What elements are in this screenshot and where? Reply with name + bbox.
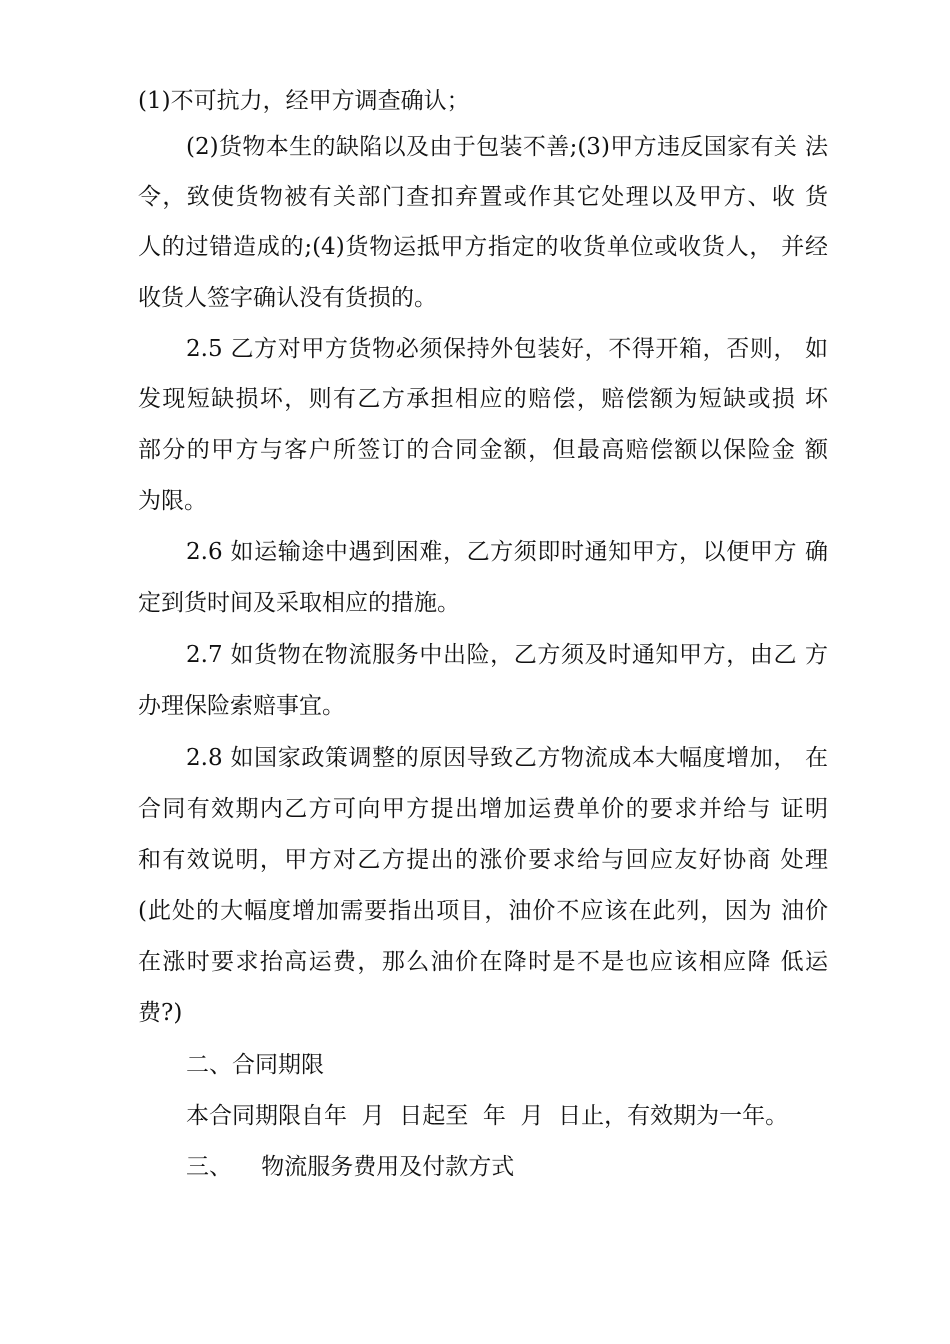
text-line-11: 定到货时间及采取相应的措施。 [138, 590, 460, 616]
section-heading-fees-payment: 三、 物流服务费用及付款方式 [186, 1154, 515, 1180]
text-line-12: 2.7 如货物在物流服务中出险，乙方须及时通知甲方，由乙 方 [186, 642, 828, 668]
text-line-3: 令，致使货物被有关部门查扣弃置或作其它处理以及甲方、收 货 [138, 184, 828, 210]
text-line-2: (2)货物本生的缺陷以及由于包装不善;(3)甲方违反国家有关 法 [186, 134, 828, 160]
text-line-10: 2.6 如运输途中遇到困难，乙方须即时通知甲方，以便甲方 确 [186, 539, 828, 565]
text-line-5: 收货人签字确认没有货损的。 [138, 285, 437, 311]
text-line-1: (1)不可抗力，经甲方调查确认； [138, 88, 470, 114]
text-line-4: 人的过错造成的;(4)货物运抵甲方指定的收货单位或收货人， 并经 [138, 234, 828, 260]
text-line-13: 办理保险索赔事宜。 [138, 693, 345, 719]
text-line-18: 在涨时要求抬高运费，那么油价在降时是不是也应该相应降 低运 [138, 949, 828, 975]
text-line-8: 部分的甲方与客户所签订的合同金额，但最高赔偿额以保险金 额 [138, 437, 828, 463]
text-line-17: (此处的大幅度增加需要指出项目，油价不应该在此列，因为 油价 [138, 898, 828, 924]
text-line-14: 2.8 如国家政策调整的原因导致乙方物流成本大幅度增加， 在 [186, 745, 828, 771]
text-line-19: 费?) [138, 1000, 183, 1026]
text-line-6: 2.5 乙方对甲方货物必须保持外包装好，不得开箱，否则， 如 [186, 336, 828, 362]
text-line-9: 为限。 [138, 488, 207, 514]
text-line-15: 合同有效期内乙方可向甲方提出增加运费单价的要求并给与 证明 [138, 796, 828, 822]
section-heading-contract-term: 二、合同期限 [186, 1052, 324, 1078]
text-line-7: 发现短缺损坏，则有乙方承担相应的赔偿，赔偿额为短缺或损 坏 [138, 386, 828, 412]
text-line-16: 和有效说明，甲方对乙方提出的涨价要求给与回应友好协商 处理 [138, 847, 828, 873]
text-line-contract-period: 本合同期限自年 月 日起至 年 月 日止，有效期为一年。 [186, 1103, 789, 1129]
